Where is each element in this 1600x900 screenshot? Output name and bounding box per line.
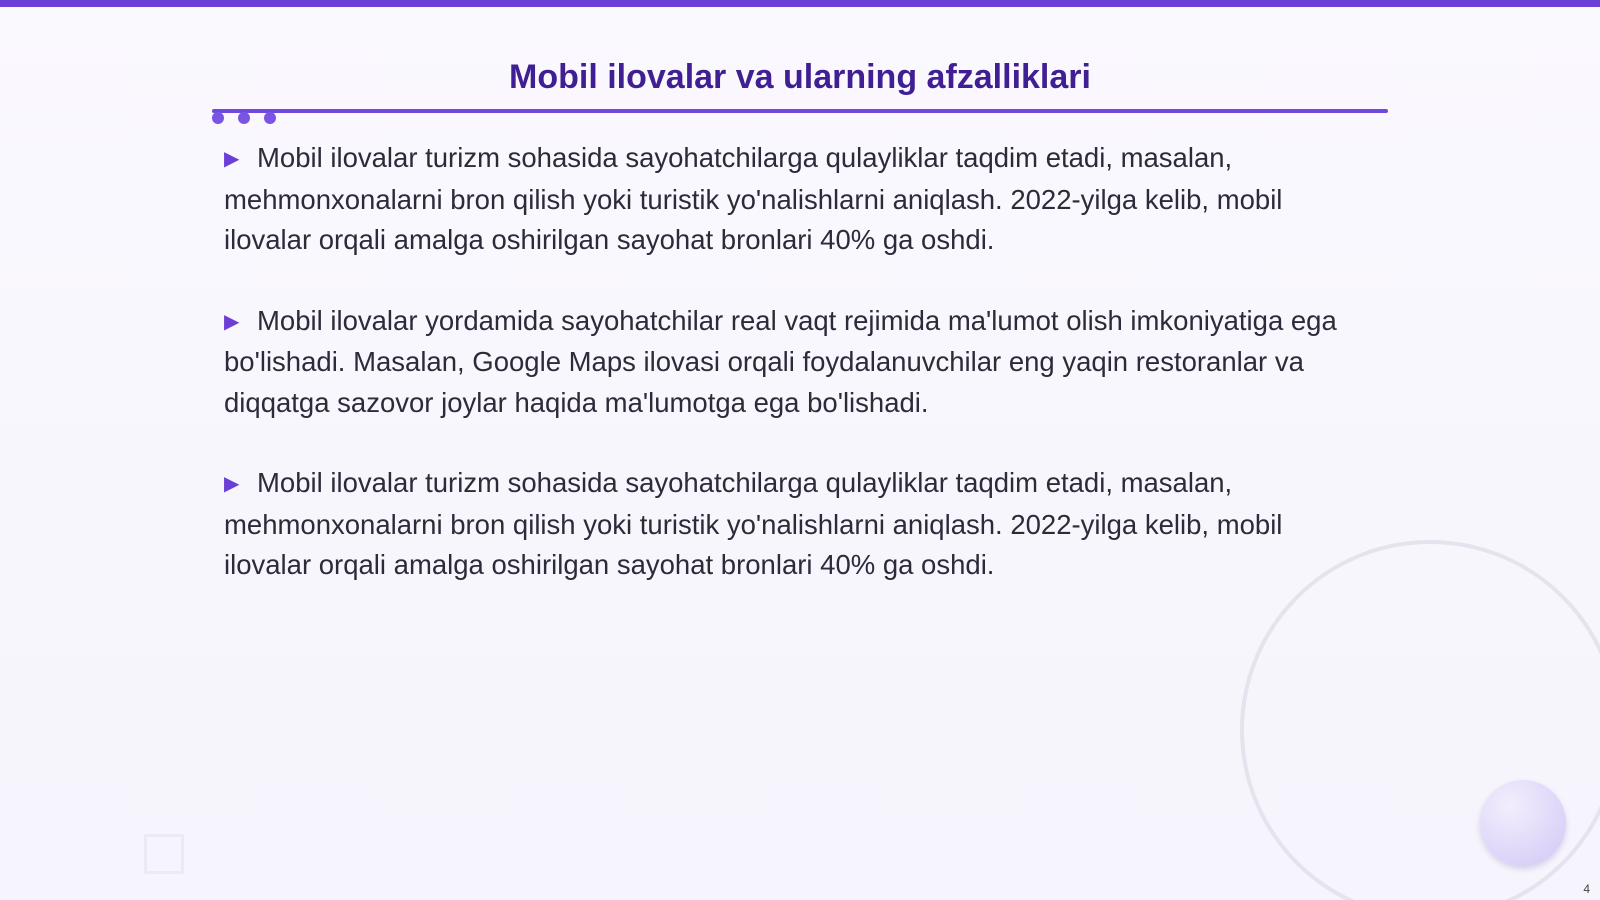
bullet-item: [224, 463, 1374, 586]
decor-dot: [212, 112, 224, 124]
triangle-right-icon: ▶: [224, 473, 240, 495]
decor-dot: [264, 112, 276, 124]
bullet-item: [224, 138, 1374, 261]
bullet-text: Mobil ilovalar turizm sohasida sayohatchilarga qulayliklar taqdim etadi, masalan, mehmonxonalarni bron qilish yoki turistik yo'nalishlarni aniqlash. 2022-yilga kelib, mobil ilovalar orqali amalga oshirilgan sayohat bronlari 40% ga oshdi.: [224, 142, 1283, 255]
top-accent-bar: [0, 0, 1600, 7]
bullet-list: [224, 138, 1374, 626]
decorative-square: [144, 834, 184, 874]
decorative-sphere: [1480, 780, 1566, 866]
decor-dot: [238, 112, 250, 124]
triangle-right-icon: ▶: [224, 310, 240, 333]
title-underline: [212, 109, 1388, 113]
bullet-text: Mobil ilovalar turizm sohasida sayohatchilarga qulayliklar taqdim etadi, masalan, mehmonxonalarni bron qilish yoki turistik yo'nalishlarni aniqlash. 2022-yilga kelib, mobil ilovalar orqali amalga oshirilgan sayohat bronlari 40% ga oshdi.: [224, 467, 1283, 580]
bullet-item: [224, 301, 1374, 424]
slide-title: Mobil ilovalar va ularning afzalliklari: [509, 58, 1091, 96]
bullet-text: Mobil ilovalar yordamida sayohatchilar real vaqt rejimida ma'lumot olish imkoniyatiga ega bo'lishadi. Masalan, Google Maps ilovasi orqali foydalanuvchilar eng yaqin restoranlar va diqqatga sazovor joylar haqida ma'lumotga ega bo'lishadi.: [224, 304, 1337, 418]
page-number: 4: [1583, 882, 1590, 896]
triangle-right-icon: ▶: [224, 148, 240, 170]
